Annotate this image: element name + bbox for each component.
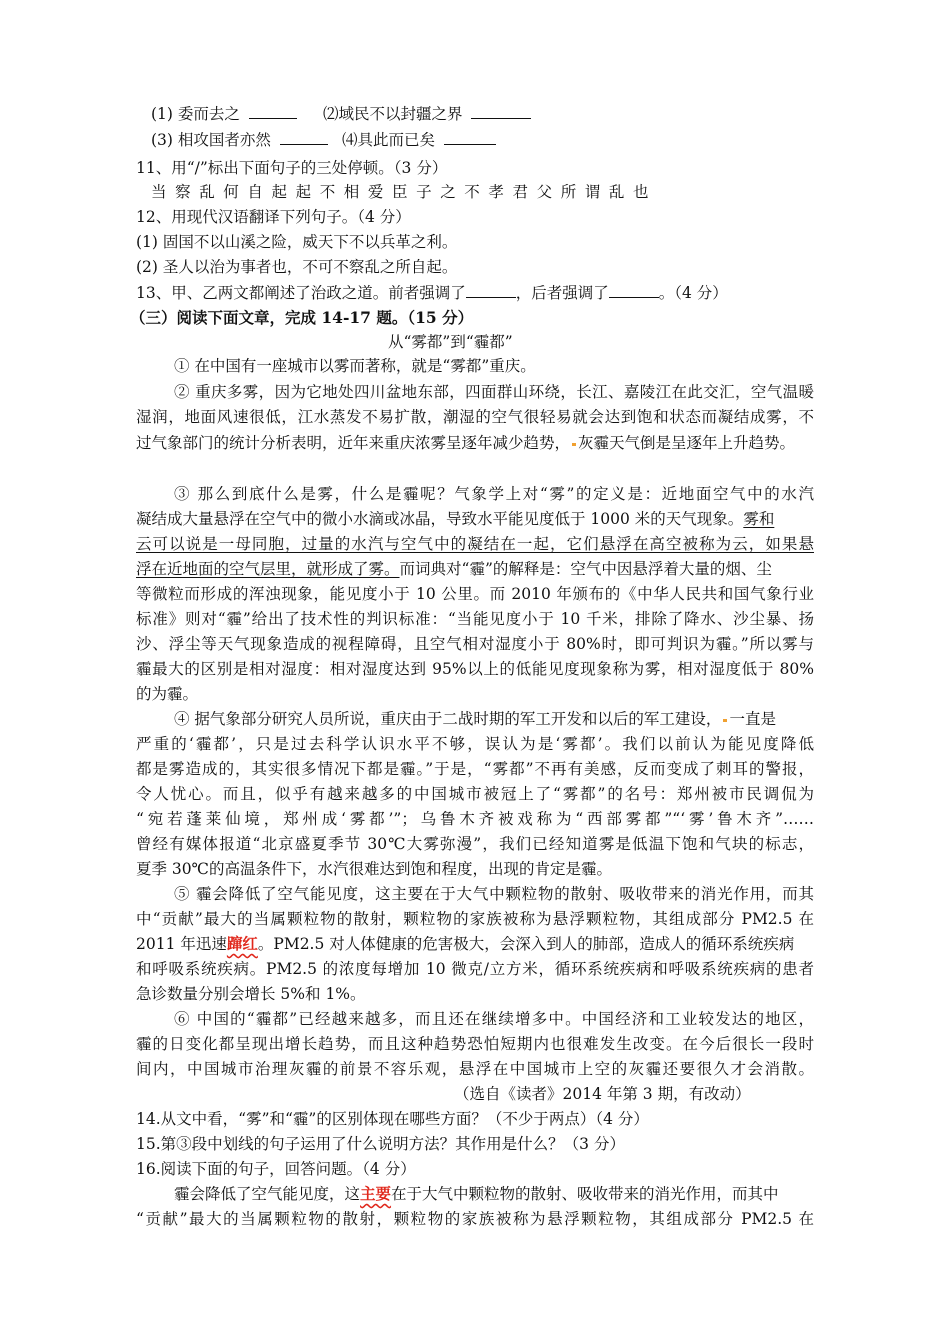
p2-line-2: 湿润，地面风速很低，江水蒸发不易扩散，潮湿的空气很轻易就会达到饱和状态而凝结成雾，不 xyxy=(136,408,814,426)
answer-blank[interactable] xyxy=(444,129,496,145)
q12-sentence-2: (2) 圣人以治为事者也，不可不察乱之所自起。 xyxy=(136,258,458,276)
p4-line-4: 令人忧心。而且，似乎有越来越多的中国城市被冠上了“雾都”的名号：郑州被市民调侃为 xyxy=(136,785,814,803)
q10-row-1b xyxy=(323,103,531,125)
q15-prompt: 15.第③段中划线的句子运用了什么说明方法？其作用是什么？（3 分） xyxy=(136,1135,625,1153)
answer-blank[interactable] xyxy=(609,282,659,298)
q10-row-2 xyxy=(151,129,328,151)
p3-line-8: 霾最大的区别是相对湿度：相对湿度达到 95%以上的低能见度现象称为雾，相对湿度低于 80% xyxy=(136,660,814,678)
underlined-sentence: 雾和 xyxy=(743,510,775,528)
p3-line-7: 沙、浮尘等天气现象造成的视程障碍，且空气相对湿度小于 80%时，即可判识为霾。”所以雾与 xyxy=(136,635,814,653)
p6-line-3: 间内，中国城市治理灰霾的前景不容乐观，悬浮在中国城市上空的灰霾还要很久才会消散。 xyxy=(136,1060,814,1078)
q13-prompt: 13、甲、乙两文都阐述了治政之道。前者强调了 ，后者强调了 。（4 分） xyxy=(136,284,728,302)
p6-line-2: 霾的日变化都呈现出增长趋势，而且这种趋势恐怕短期内也很难发生改变。在今后很长一段时 xyxy=(136,1035,814,1053)
section-heading: （三）阅读下面文章，完成 14-17 题。（15 分） xyxy=(130,308,474,327)
q11-prompt: 11、用“/”标出下面句子的三处停顿。（3 分） xyxy=(136,159,448,177)
p6-line-1: ⑥ 中国的“霾都”已经越来越多，而且还在继续增多中。中国经济和工业较发达的地区， xyxy=(174,1010,814,1028)
q10-row-1 xyxy=(151,103,297,125)
p4-line-5: “宛若蓬莱仙境，郑州成‘雾都’”；乌鲁木齐被戏称为“西部雾都”“‘雾’鲁木齐”…… xyxy=(136,810,814,828)
p3-line-9: 的为霾。 xyxy=(136,685,199,703)
p4-line-1: ④ 据气象部分研究人员所说，重庆由于二战时期的军工开发和以后的军工建设， 一直是 xyxy=(174,710,776,728)
p3-line-2: 凝结成大量悬浮在空气中的微小水滴或冰晶，导致水平能见度低于 1000 米的天气现象。雾和 xyxy=(136,510,775,528)
q10-row-2b xyxy=(342,129,496,151)
q10-item-3: (3) 相攻国者亦然 xyxy=(151,131,271,149)
p3-line-4: 浮在近地面的空气层里，就形成了雾。而词典对“霾”的解释是：空气中因悬浮着大量的烟、尘 xyxy=(136,560,772,578)
p5-line-1: ⑤ 霾会降低了空气能见度，这主要在于大气中颗粒物的散射、吸收带来的消光作用，而其 xyxy=(174,885,814,903)
highlighted-word: 蹿红 xyxy=(226,934,258,953)
p4-line-3: 都是雾造成的，其实很多情况下都是霾。”于是，“雾都”不再有美感，反而变成了刺耳的警报， xyxy=(136,760,814,778)
q10-item-4: ⑷具此而已矣 xyxy=(342,131,436,149)
answer-blank[interactable] xyxy=(471,103,531,119)
underlined-sentence-end: 浮在近地面的空气层里，就形成了雾。 xyxy=(136,560,400,578)
p5-line-3: 2011 年迅速蹿红。PM2.5 对人体健康的危害极大，会深入到人的肺部，造成人的循环系统疾病 xyxy=(136,934,795,953)
q16-quote-line-1: 霾会降低了空气能见度，这主要在于大气中颗粒物的散射、吸收带来的消光作用，而其中 xyxy=(174,1184,779,1203)
edit-mark xyxy=(723,719,727,722)
p4-line-6: 曾经有媒体报道“北京盛夏季节 30℃大雾弥漫”，我们已经知道雾是低温下饱和气块的标志， xyxy=(136,835,814,853)
q12-sentence-1: (1) 固国不以山溪之险，威天下不以兵革之利。 xyxy=(136,233,458,251)
answer-blank[interactable] xyxy=(249,103,297,119)
answer-blank[interactable] xyxy=(280,129,328,145)
p2-line-1: ② 重庆多雾，因为它地处四川盆地东部，四面群山环绕，长江、嘉陵江在此交汇，空气温暖 xyxy=(174,383,814,401)
q10-item-1: (1) 委而去之 xyxy=(151,105,240,123)
p4-line-7: 夏季 30℃的高温条件下，水汽很难达到饱和程度，出现的肯定是霾。 xyxy=(136,860,612,878)
source-citation: （选自《读者》2014 年第 3 期，有改动） xyxy=(454,1085,751,1103)
q14-prompt: 14.从文中看，“雾”和“霾”的区别体现在哪些方面？（不少于两点）（4 分） xyxy=(136,1110,649,1128)
p5-line-4: 和呼吸系统疾病。PM2.5 的浓度每增加 10 微克/立方米，循环系统疾病和呼吸系统疾病的患者 xyxy=(136,960,814,978)
p3-line-6: 标准》则对“霾”给出了技术性的判识标准：“当能见度小于 10 千米，排除了降水、沙尘暴、扬 xyxy=(136,610,814,628)
p3-line-5: 等微粒而形成的浑浊现象，能见度小于 10 公里。而 2010 年颁布的《中华人民共和国气象行业 xyxy=(136,585,814,603)
q16-quote-line-2: “贡献”最大的当属颗粒物的散射，颗粒物的家族被称为悬浮颗粒物，其组成部分 PM2.5 在 xyxy=(136,1210,814,1228)
p5-line-2: 中“贡献”最大的当属颗粒物的散射，颗粒物的家族被称为悬浮颗粒物，其组成部分 PM2.5 在 xyxy=(136,910,814,928)
q12-prompt: 12、用现代汉语翻译下列句子。（4 分） xyxy=(136,208,411,226)
highlighted-word: 主要 xyxy=(360,1184,392,1203)
p2-line-3: 过气象部门的统计分析表明，近年来重庆浓雾呈逐年减少趋势， 灰霾天气倒是呈逐年上升趋势。 xyxy=(136,434,796,452)
paragraph-1: ① 在中国有一座城市以雾而著称，就是“雾都”重庆。 xyxy=(174,357,536,375)
q16-prompt: 16.阅读下面的句子，回答问题。（4 分） xyxy=(136,1160,416,1178)
p3-line-3-underlined: 云可以说是一母同胞，过量的水汽与空气中的凝结在一起，它们悬浮在高空被称为云，如果悬 xyxy=(136,535,814,553)
p3-line-1: ③ 那么到底什么是雾，什么是霾呢？气象学上对“雾”的定义是：近地面空气中的水汽 xyxy=(174,485,814,503)
answer-blank[interactable] xyxy=(466,282,516,298)
p4-line-2: 严重的‘霾都’，只是过去科学认识水平不够，误认为是‘雾都’。我们以前认为能见度降低 xyxy=(136,735,814,753)
q10-item-2: ⑵域民不以封疆之界 xyxy=(323,105,463,123)
article-title: 从“雾都”到“霾都” xyxy=(388,333,513,351)
q11-sentence: 当察乱何自起起不相爱臣子之不孝君父所谓乱也 xyxy=(151,183,658,201)
p5-line-5: 急诊数量分别会增长 5%和 1%。 xyxy=(136,985,366,1003)
edit-mark xyxy=(572,443,576,446)
